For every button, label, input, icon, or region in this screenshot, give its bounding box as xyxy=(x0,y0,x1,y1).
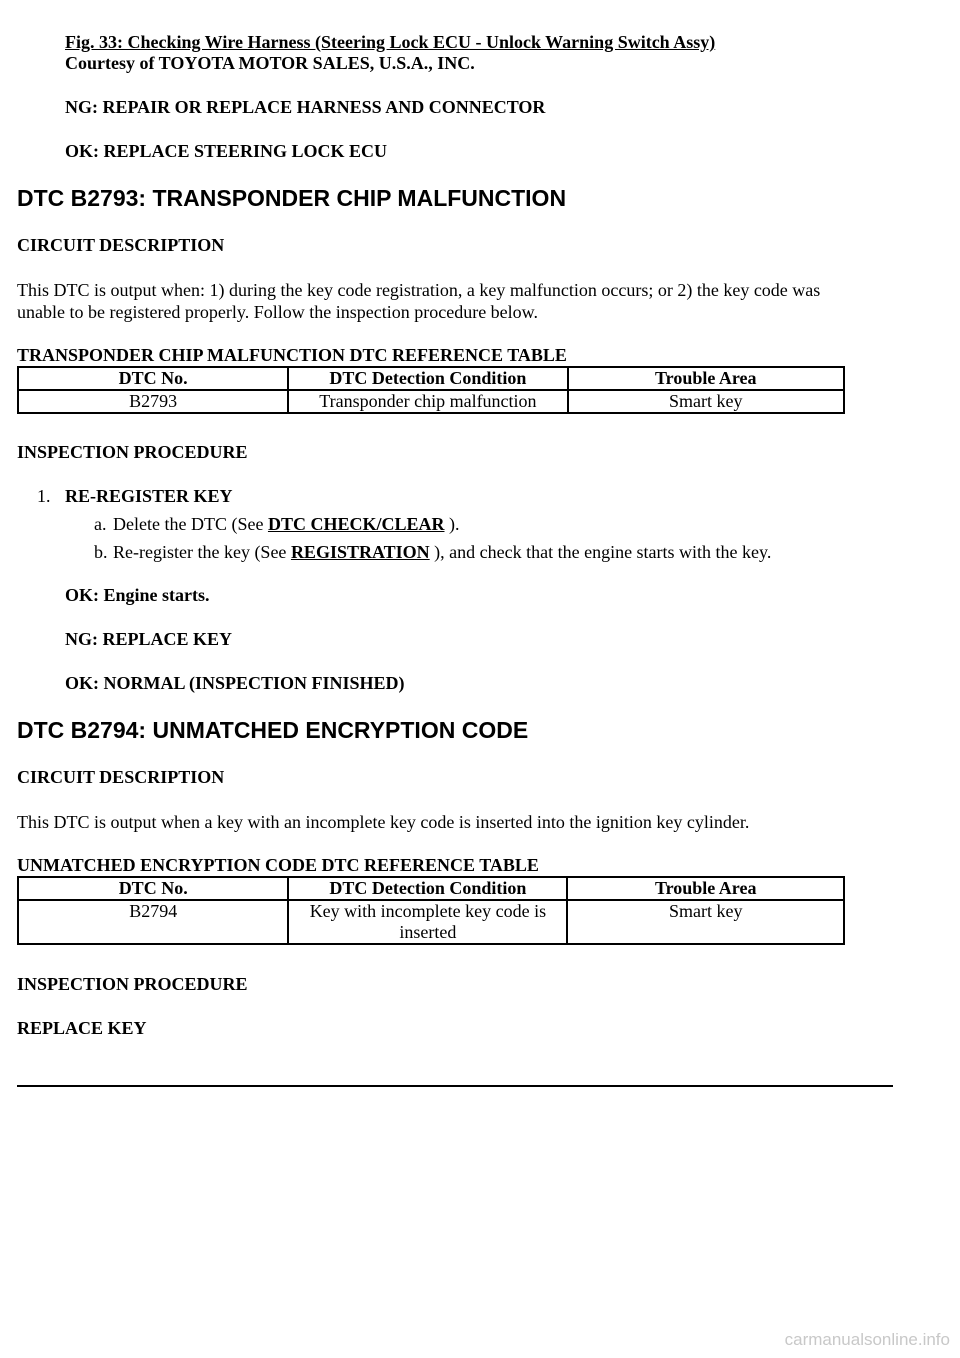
step-number: 1. xyxy=(37,486,51,506)
table-row xyxy=(18,900,844,944)
dtc-check-clear-link[interactable]: DTC CHECK/CLEAR xyxy=(267,514,445,534)
table-header-row xyxy=(18,877,844,900)
registration-link[interactable]: REGISTRATION xyxy=(290,542,430,562)
circuit-description-title: CIRCUIT DESCRIPTION xyxy=(17,235,225,255)
section-heading-b2793: DTC B2793: TRANSPONDER CHIP MALFUNCTION xyxy=(17,185,567,211)
dtc-reference-table-b2793 xyxy=(17,366,845,414)
ng-result-harness: NG: REPAIR OR REPLACE HARNESS AND CONNECTOR xyxy=(65,97,546,117)
replace-key-step: REPLACE KEY xyxy=(17,1018,147,1038)
substep-a-text-end: ). xyxy=(444,514,460,534)
substep-a-text: Delete the DTC (See xyxy=(113,514,268,534)
header-dtc-no: DTC No. xyxy=(18,367,288,390)
horizontal-divider xyxy=(17,1085,893,1087)
cell-trouble-area: Smart key xyxy=(568,390,844,413)
courtesy-line: Courtesy of TOYOTA MOTOR SALES, U.S.A., INC. xyxy=(65,53,475,73)
header-dtc-no: DTC No. xyxy=(18,877,288,900)
ok-normal: OK: NORMAL (INSPECTION FINISHED) xyxy=(65,673,405,693)
substep-b xyxy=(113,542,771,563)
substep-a xyxy=(113,514,459,535)
cell-trouble-area: Smart key xyxy=(567,900,844,944)
reference-table-title: UNMATCHED ENCRYPTION CODE DTC REFERENCE TABLE xyxy=(17,855,539,875)
circuit-description-line: This DTC is output when: 1) during the key code registration, a key malfunction occurs; or 2) the key code was xyxy=(17,280,821,300)
inspection-procedure-title: INSPECTION PROCEDURE xyxy=(17,974,248,994)
step-title: RE-REGISTER KEY xyxy=(65,486,233,506)
header-trouble-area: Trouble Area xyxy=(568,367,844,390)
substep-letter-a: a. xyxy=(94,514,107,534)
header-detection-condition: DTC Detection Condition xyxy=(288,877,567,900)
ok-engine-starts: OK: Engine starts. xyxy=(65,585,210,605)
substep-letter-b: b. xyxy=(94,542,108,562)
section-heading-b2794: DTC B2794: UNMATCHED ENCRYPTION CODE xyxy=(17,717,529,743)
cell-line: inserted xyxy=(399,922,457,942)
reference-table-title: TRANSPONDER CHIP MALFUNCTION DTC REFERENCE TABLE xyxy=(17,345,567,365)
ng-replace-key: NG: REPLACE KEY xyxy=(65,629,233,649)
cell-dtc-no: B2793 xyxy=(18,390,288,413)
circuit-description-line: unable to be registered properly. Follow the inspection procedure below. xyxy=(17,302,539,322)
watermark: carmanualsonline.info xyxy=(784,1330,950,1349)
dtc-reference-table-b2794 xyxy=(17,876,845,945)
figure-caption: Fig. 33: Checking Wire Harness (Steering Lock ECU - Unlock Warning Switch Assy) xyxy=(65,32,716,52)
cell-line: Key with incomplete key code is xyxy=(309,901,547,921)
header-detection-condition: DTC Detection Condition xyxy=(288,367,567,390)
cell-detection-condition xyxy=(288,900,567,944)
ok-result-ecu: OK: REPLACE STEERING LOCK ECU xyxy=(65,141,388,161)
cell-dtc-no: B2794 xyxy=(18,900,288,944)
substep-b-text: Re-register the key (See xyxy=(113,542,291,562)
table-header-row xyxy=(18,367,844,390)
header-trouble-area: Trouble Area xyxy=(567,877,844,900)
circuit-description-title: CIRCUIT DESCRIPTION xyxy=(17,767,225,787)
table-row xyxy=(18,390,844,413)
substep-b-text-end: ), and check that the engine starts with the key. xyxy=(429,542,772,562)
circuit-description-line: This DTC is output when a key with an incomplete key code is inserted into the ignition key cylinder. xyxy=(17,812,750,832)
inspection-procedure-title: INSPECTION PROCEDURE xyxy=(17,442,248,462)
cell-detection-condition: Transponder chip malfunction xyxy=(288,390,567,413)
